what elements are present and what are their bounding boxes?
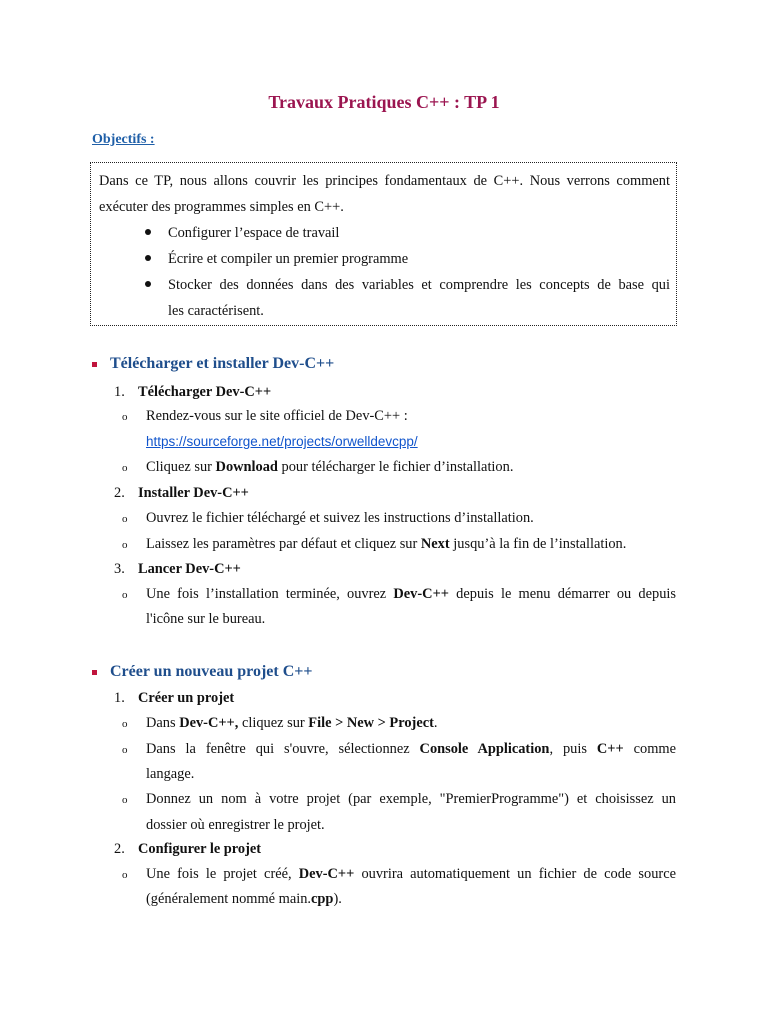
circle-bullet-icon: o [122, 869, 128, 881]
section-bullet-icon [92, 362, 97, 367]
section-bullet-icon [92, 670, 97, 675]
step-item: Ouvrez le fichier téléchargé et suivez les instructions d’installation. [146, 510, 534, 526]
step-item-continued: (généralement nommé main.cpp). [146, 891, 342, 907]
circle-bullet-icon: o [122, 539, 128, 551]
bullet-icon [145, 281, 151, 287]
circle-bullet-icon: o [122, 718, 128, 730]
step-item-continued: l'icône sur le bureau. [146, 611, 266, 627]
page-title: Travaux Pratiques C++ : TP 1 [268, 92, 500, 112]
step-title: Configurer le projet [138, 841, 262, 857]
step-number: 2. [114, 841, 125, 857]
step-title: Créer un projet [138, 690, 235, 706]
step-item: Donnez un nom à votre projet (par exemple, "PremierProgramme") et choisissez un [146, 791, 676, 807]
step-number: 1. [114, 384, 125, 400]
step-title: Installer Dev-C++ [138, 485, 249, 501]
step-number: 3. [114, 561, 125, 577]
objective-item: Configurer l’espace de travail [168, 225, 340, 241]
step-item: Rendez-vous sur le site officiel de Dev-C++ : [146, 408, 408, 424]
objective-item: Écrire et compiler un premier programme [168, 251, 409, 267]
step-item: Dans la fenêtre qui s'ouvre, sélectionnez Console Application, puis C++ comme [146, 741, 676, 757]
bullet-icon [145, 255, 151, 261]
step-title: Lancer Dev-C++ [138, 561, 241, 577]
section-heading-download: Télécharger et installer Dev-C++ [110, 355, 335, 372]
step-item-continued: langage. [146, 766, 195, 782]
circle-bullet-icon: o [122, 513, 128, 525]
step-number: 1. [114, 690, 125, 706]
step-item: Dans Dev-C++, cliquez sur File > New > Project. [146, 715, 438, 731]
circle-bullet-icon: o [122, 589, 128, 601]
step-title: Télécharger Dev-C++ [138, 384, 272, 400]
objectives-intro-line2: exécuter des programmes simples en C++. [99, 199, 344, 215]
step-number: 2. [114, 485, 125, 501]
bullet-icon [145, 229, 151, 235]
circle-bullet-icon: o [122, 462, 128, 474]
objectives-box [90, 162, 677, 326]
step-item: Laissez les paramètres par défaut et cliquez sur Next jusqu’à la fin de l’installation. [146, 536, 627, 552]
circle-bullet-icon: o [122, 411, 128, 423]
objectives-intro-line1: Dans ce TP, nous allons couvrir les principes fondamentaux de C++. Nous verrons comment [99, 173, 670, 189]
circle-bullet-icon: o [122, 744, 128, 756]
objective-item: Stocker des données dans des variables et comprendre les concepts de base qui [168, 277, 670, 293]
step-item: Cliquez sur Download pour télécharger le fichier d’installation. [146, 459, 514, 475]
objectives-label: Objectifs : [92, 132, 155, 147]
section-heading-new-project: Créer un nouveau projet C++ [110, 663, 313, 680]
step-item-continued: dossier où enregistrer le projet. [146, 817, 325, 833]
step-item: Une fois le projet créé, Dev-C++ ouvrira automatiquement un fichier de code source [146, 866, 676, 882]
circle-bullet-icon: o [122, 794, 128, 806]
objective-item-continued: les caractérisent. [168, 303, 264, 319]
step-item: Une fois l’installation terminée, ouvrez Dev-C++ depuis le menu démarrer ou depuis [146, 586, 676, 602]
devcpp-download-link[interactable]: https://sourceforge.net/projects/orwelldevcpp/ [146, 434, 418, 449]
